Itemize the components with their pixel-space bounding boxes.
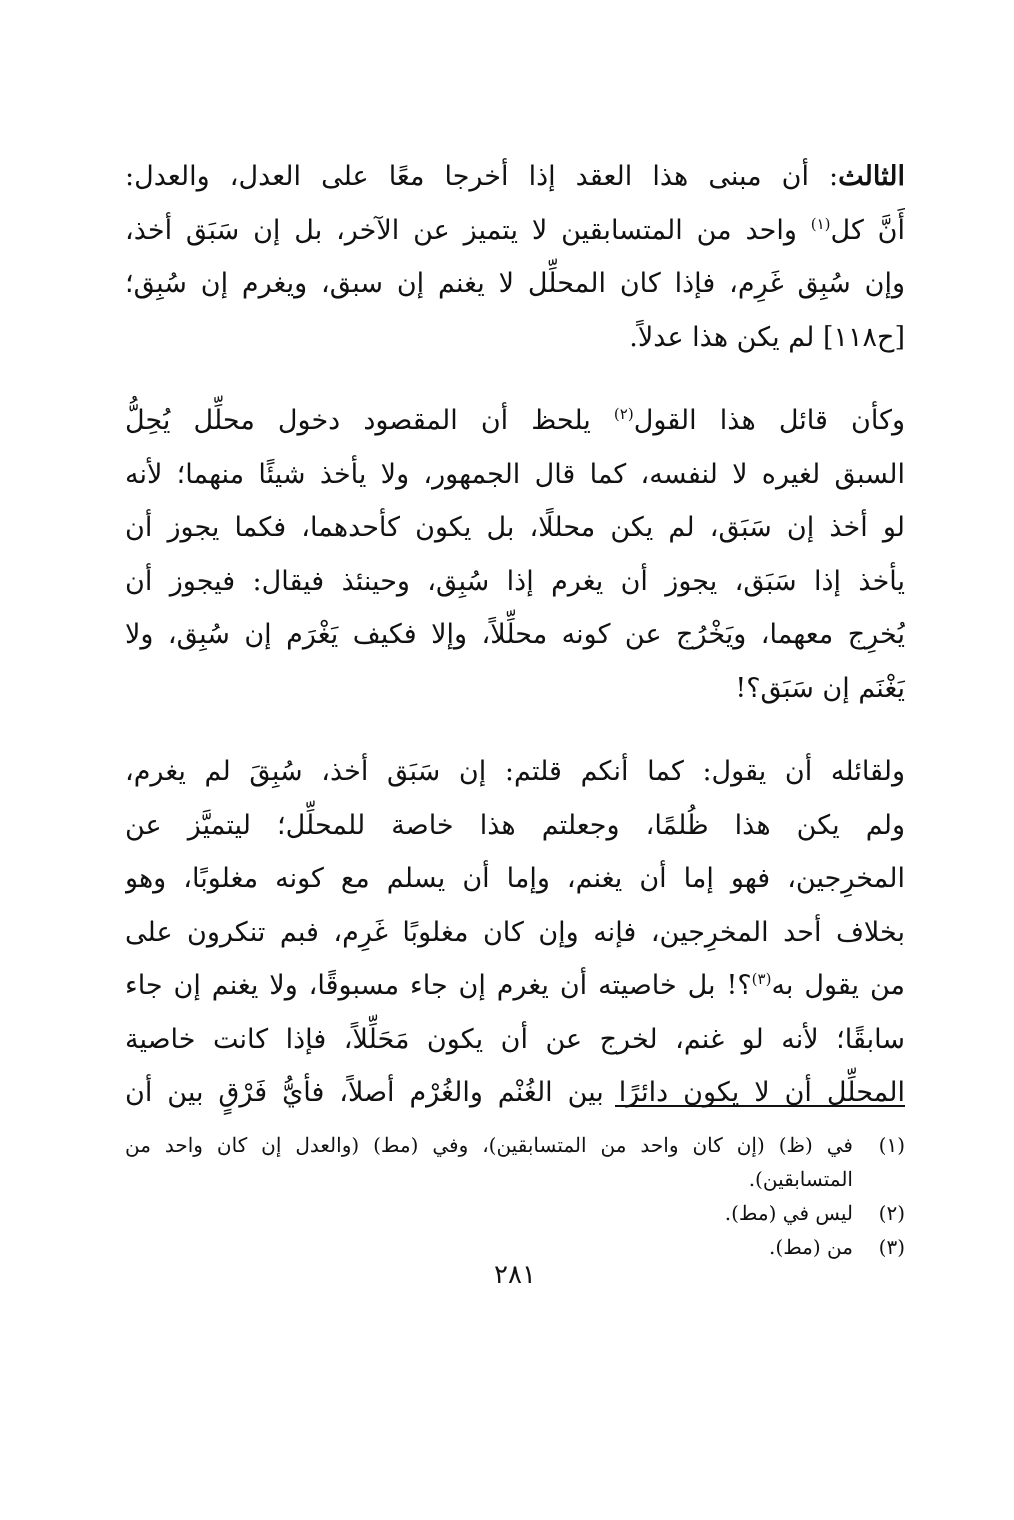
footnote-text: ليس في (مط). [724,1201,853,1225]
paragraph-lead-word: الثالث [838,161,905,192]
paragraph-3 [125,745,905,1120]
paragraph-3-line-5-rest: ؟! بل خاصيته أن يغرم إن جاء مسبوقًا، ولا يغنم إن جاء [125,970,752,1001]
page-number: ٢٨١ [494,1260,536,1290]
footnote-ref-1[interactable]: (١) [810,214,831,233]
paragraph-2-line-6: يَغْنَم إن سَبَق؟! [735,672,905,704]
footnote-1 [125,1128,905,1196]
paragraph-3-line-1: ولقائله أن يقول: كما أنكم قلتم: إن سَبَق أخذ، سُبِقَ لم يغرم، [125,756,905,787]
paragraph-2-line-4: يأخذ إذا سَبَق، يجوز أن يغرم إذا سُبِق، وحينئذ فيقال: فيجوز أن [125,565,905,597]
footnote-separator [615,1105,905,1107]
footnote-3 [125,1230,905,1264]
footnote-ref-3[interactable]: (٣) [751,970,772,988]
footnote-2 [125,1196,905,1230]
paragraph-1 [125,150,905,364]
paragraph-1-line-1 [125,150,905,204]
footnote-number: (٢) [878,1201,905,1225]
paragraph-3-line-6: سابقًا؛ لأنه لو غنم، لخرج عن أن يكون مَحَلِّلاً، فإذا كانت خاصية [125,1023,905,1055]
footnote-text: في (ظ) (إن كان واحد من المتسابقين)، وفي (مط) (والعدل إن كان واحد من المتسابقين). [125,1133,853,1191]
paragraph-1-line-2 [125,204,905,258]
footnote-text: من (مط). [769,1235,853,1259]
paragraph-2-line-1 [125,394,905,448]
footnote-ref-2[interactable]: (٢) [613,405,634,423]
footnote-number: (١) [878,1133,905,1157]
paragraph-1-line-4: [ح١١٨] لم يكن هذا عدلاً. [629,321,905,353]
paragraph-2-line-2: السبق لغيره لا لنفسه، كما قال الجمهور، ولا يأخذ شيئًا منهما؛ لأنه [125,458,905,490]
paragraph-2-line-5: يُخرِج معهما، ويَخْرُج عن كونه محلِّلاً، وإلا فكيف يَغْرَم إن سُبِق، ولا [125,619,905,650]
paragraph-3-line-4: بخلاف أحد المخرِجين، فإنه وإن كان مغلوبًا غَرِم، فبم تنكرون على [125,916,905,948]
paragraph-2-line-1-rest: يلحظ أن المقصود دخول محلِّل يُحِلُّ [125,405,591,436]
paragraph-3-line-5-text: من يقول به [771,970,905,1001]
paragraph-1-line-2-text: أَنَّ كل [830,214,905,246]
paragraph-1-line-2-rest: واحد من المتسابقين لا يتميز عن الآخر، بل إن سَبَق أخذ، [125,214,797,246]
paragraph-3-line-3: المخرِجين، فهو إما أن يغنم، وإما أن يسلم مع كونه مغلوبًا، وهو [125,863,905,894]
footnotes [125,1128,905,1264]
paragraph-3-line-2: ولم يكن هذا ظُلمًا، وجعلتم هذا خاصة للمحلِّل؛ ليتميَّز عن [125,809,905,841]
paragraph-1-line-1-text: : أن مبنى هذا العقد إذا أخرجا معًا على العدل، والعدل: [125,161,839,192]
paragraph-3-line-7: المحلِّل أن لا يكون دائرًا بين الغُنْم والغُرْم أصلاً، فأيُّ فَرْقٍ بين أن [125,1077,905,1108]
document-page [125,150,905,1490]
paragraph-2-line-1-text: وكأن قائل هذا القول [633,405,905,436]
footnote-number: (٣) [878,1235,905,1259]
paragraph-2-line-3: لو أخذ إن سَبَق، لم يكن محللًا، بل يكون كأحدهما، فكما يجوز أن [125,512,905,543]
paragraph-2 [125,394,905,715]
paragraph-1-line-3: وإن سُبِق غَرِم، فإذا كان المحلِّل لا يغنم إن سبق، ويغرم إن سُبِق؛ [125,268,905,299]
paragraph-3-line-5 [125,959,905,1013]
